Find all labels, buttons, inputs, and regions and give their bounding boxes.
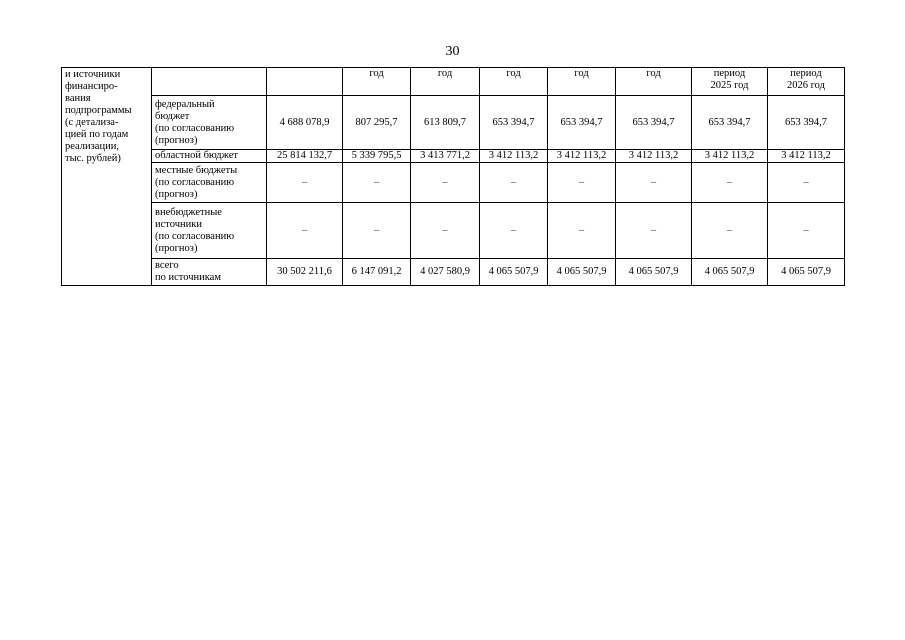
value-cell: – [616, 203, 692, 259]
value-cell: – [480, 203, 548, 259]
value-cell: 653 394,7 [616, 96, 692, 150]
value-cell: 3 413 771,2 [411, 150, 480, 163]
financing-table [61, 67, 845, 286]
value-cell: – [411, 163, 480, 203]
row-label-cell [62, 68, 152, 286]
value-cell: 653 394,7 [480, 96, 548, 150]
value-cell: 3 412 113,2 [692, 150, 768, 163]
value-cell: 653 394,7 [692, 96, 768, 150]
header-cell: год [480, 68, 548, 96]
value-cell: 4 065 507,9 [480, 259, 548, 286]
source-cell: местные бюджеты (по согласованию (прогноз) [152, 163, 267, 203]
header-cell: год [343, 68, 411, 96]
value-cell: 5 339 795,5 [343, 150, 411, 163]
header-cell: год [548, 68, 616, 96]
value-cell: 807 295,7 [343, 96, 411, 150]
header-cell: период 2026 год [768, 68, 845, 96]
value-cell: – [616, 163, 692, 203]
header-row [62, 68, 845, 96]
value-cell: 4 065 507,9 [768, 259, 845, 286]
table-row-federal [62, 96, 845, 150]
value-cell: 653 394,7 [548, 96, 616, 150]
source-cell: областной бюджет [152, 150, 267, 163]
value-cell: – [548, 163, 616, 203]
value-cell: 4 027 580,9 [411, 259, 480, 286]
value-cell: 653 394,7 [768, 96, 845, 150]
value-cell: 4 065 507,9 [616, 259, 692, 286]
table-row-total [62, 259, 845, 286]
value-cell: – [267, 203, 343, 259]
table-row-local [62, 163, 845, 203]
value-cell: 25 814 132,7 [267, 150, 343, 163]
value-cell: 4 065 507,9 [692, 259, 768, 286]
page-number: 30 [445, 44, 460, 59]
value-cell: 30 502 211,6 [267, 259, 343, 286]
value-cell: 4 688 078,9 [267, 96, 343, 150]
header-cell [267, 68, 343, 96]
table-row-extrabudgetary [62, 203, 845, 259]
value-cell: 3 412 113,2 [616, 150, 692, 163]
header-cell: год [411, 68, 480, 96]
value-cell: – [480, 163, 548, 203]
value-cell: – [411, 203, 480, 259]
value-cell: 6 147 091,2 [343, 259, 411, 286]
source-cell: внебюджетные источники (по согласованию (прогноз) [152, 203, 267, 259]
source-cell: федеральный бюджет (по согласованию (прогноз) [152, 96, 267, 150]
value-cell: – [267, 163, 343, 203]
table-row-regional [62, 150, 845, 163]
source-cell: всего по источникам [152, 259, 267, 286]
header-cell: период 2025 год [692, 68, 768, 96]
row-label: и источники финансиро- вания подпрограммы (с детализа- цией по годам реализации, тыс. рублей) [65, 69, 132, 164]
value-cell: 3 412 113,2 [548, 150, 616, 163]
value-cell: 3 412 113,2 [480, 150, 548, 163]
value-cell: – [768, 203, 845, 259]
header-cell: год [616, 68, 692, 96]
value-cell: – [343, 163, 411, 203]
value-cell: – [548, 203, 616, 259]
value-cell: – [692, 163, 768, 203]
value-cell: 4 065 507,9 [548, 259, 616, 286]
value-cell: – [768, 163, 845, 203]
value-cell: – [343, 203, 411, 259]
value-cell: 613 809,7 [411, 96, 480, 150]
value-cell: 3 412 113,2 [768, 150, 845, 163]
header-cell-source [152, 68, 267, 96]
value-cell: – [692, 203, 768, 259]
